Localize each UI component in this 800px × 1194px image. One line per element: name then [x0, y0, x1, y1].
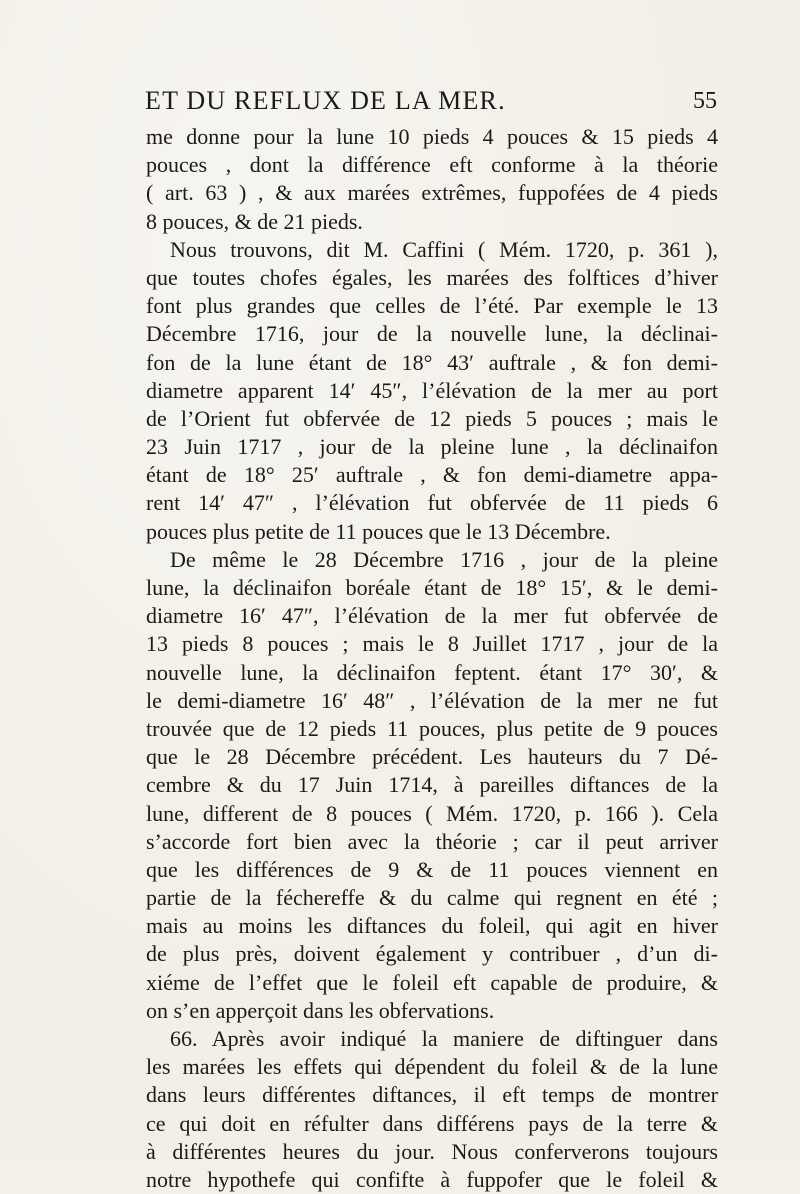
text-line: de l’Orient fut obfervée de 12 pieds 5 pouces ; mais le	[146, 405, 718, 431]
text-line: les marées les effets qui dépendent du foleil & de la lune	[146, 1054, 718, 1080]
text-line: 23 Juin 1717 , jour de la pleine lune , la déclinaifon	[146, 434, 718, 460]
text-line: à différentes heures du jour. Nous conferverons toujours	[146, 1138, 718, 1164]
text-line: mais au moins les diftances du foleil, qui agit en hiver	[146, 913, 718, 939]
text-line: font plus grandes que celles de l’été. Par exemple le 13	[146, 293, 718, 319]
page-header	[145, 86, 717, 120]
text-line: Nous trouvons, dit M. Caffini ( Mém. 1720, p. 361 ),	[170, 236, 718, 262]
text-line: que toutes chofes égales, les marées des folftices d’hiver	[146, 264, 718, 290]
text-line: nouvelle lune, la déclinaifon feptent. étant 17° 30′, &	[146, 659, 718, 685]
text-line: lune, different de 8 pouces ( Mém. 1720, p. 166 ). Cela	[146, 800, 718, 826]
text-line: rent 14′ 47″ , l’élévation fut obfervée de 11 pieds 6	[146, 490, 718, 516]
text-line: s’accorde fort bien avec la théorie ; car il peut arriver	[146, 828, 718, 854]
running-head: ET DU REFLUX DE LA MER.	[145, 86, 506, 115]
text-line: pouces , dont la différence eft conforme à la théorie	[146, 152, 718, 178]
text-line: étant de 18° 25′ auftrale , & fon demi-diametre appa-	[146, 462, 718, 488]
text-line: que les différences de 9 & de 11 pouces viennent en	[146, 856, 718, 882]
text-line: diametre apparent 14′ 45″, l’élévation de la mer au port	[146, 377, 718, 403]
text-line: partie de la féchereffe & du calme qui regnent en été ;	[146, 885, 718, 911]
text-line: dans leurs différentes diftances, il eft temps de montrer	[146, 1082, 718, 1108]
text-line: diametre 16′ 47″, l’élévation de la mer fut obfervée de	[146, 603, 718, 629]
text-line: de plus près, doivent également y contribuer , d’un di-	[146, 941, 718, 967]
text-line: xiéme de l’effet que le foleil eft capable de produire, &	[146, 969, 718, 995]
text-line: pouces plus petite de 11 pouces que le 13 Décembre.	[146, 518, 611, 544]
text-line: le demi-diametre 16′ 48″ , l’élévation de la mer ne fut	[146, 687, 718, 713]
text-line: notre hypothefe qui confifte à fuppofer que le foleil &	[146, 1166, 718, 1192]
text-line: trouvée que de 12 pieds 11 pouces, plus petite de 9 pouces	[146, 715, 718, 741]
text-line: me donne pour la lune 10 pieds 4 pouces & 15 pieds 4	[146, 124, 718, 149]
text-line: 8 pouces, & de 21 pieds.	[146, 208, 363, 234]
text-line: 66. Après avoir indiqué la maniere de diftinguer dans	[170, 1026, 718, 1051]
text-line: Décembre 1716, jour de la nouvelle lune, la déclinai-	[146, 321, 718, 347]
text-line: fon de la lune étant de 18° 43′ auftrale , & fon demi-	[146, 349, 718, 375]
body-text	[146, 123, 718, 1194]
text-line: cembre & du 17 Juin 1714, à pareilles diftances de la	[146, 772, 718, 798]
text-line: lune, la déclinaifon boréale étant de 18° 15′, & le demi-	[146, 575, 718, 600]
text-line: De même le 28 Décembre 1716 , jour de la pleine	[170, 546, 718, 572]
text-line: ce qui doit en réfulter dans différens pays de la terre &	[146, 1110, 718, 1136]
text-line: on s’en apperçoit dans les obfervations.	[146, 997, 495, 1023]
page-number: 55	[693, 88, 717, 114]
text-line: 13 pieds 8 pouces ; mais le 8 Juillet 1717 , jour de la	[146, 631, 718, 657]
text-line: ( art. 63 ) , & aux marées extrêmes, fuppofées de 4 pieds	[146, 180, 718, 206]
text-line: que le 28 Décembre précédent. Les hauteurs du 7 Dé-	[146, 744, 718, 770]
